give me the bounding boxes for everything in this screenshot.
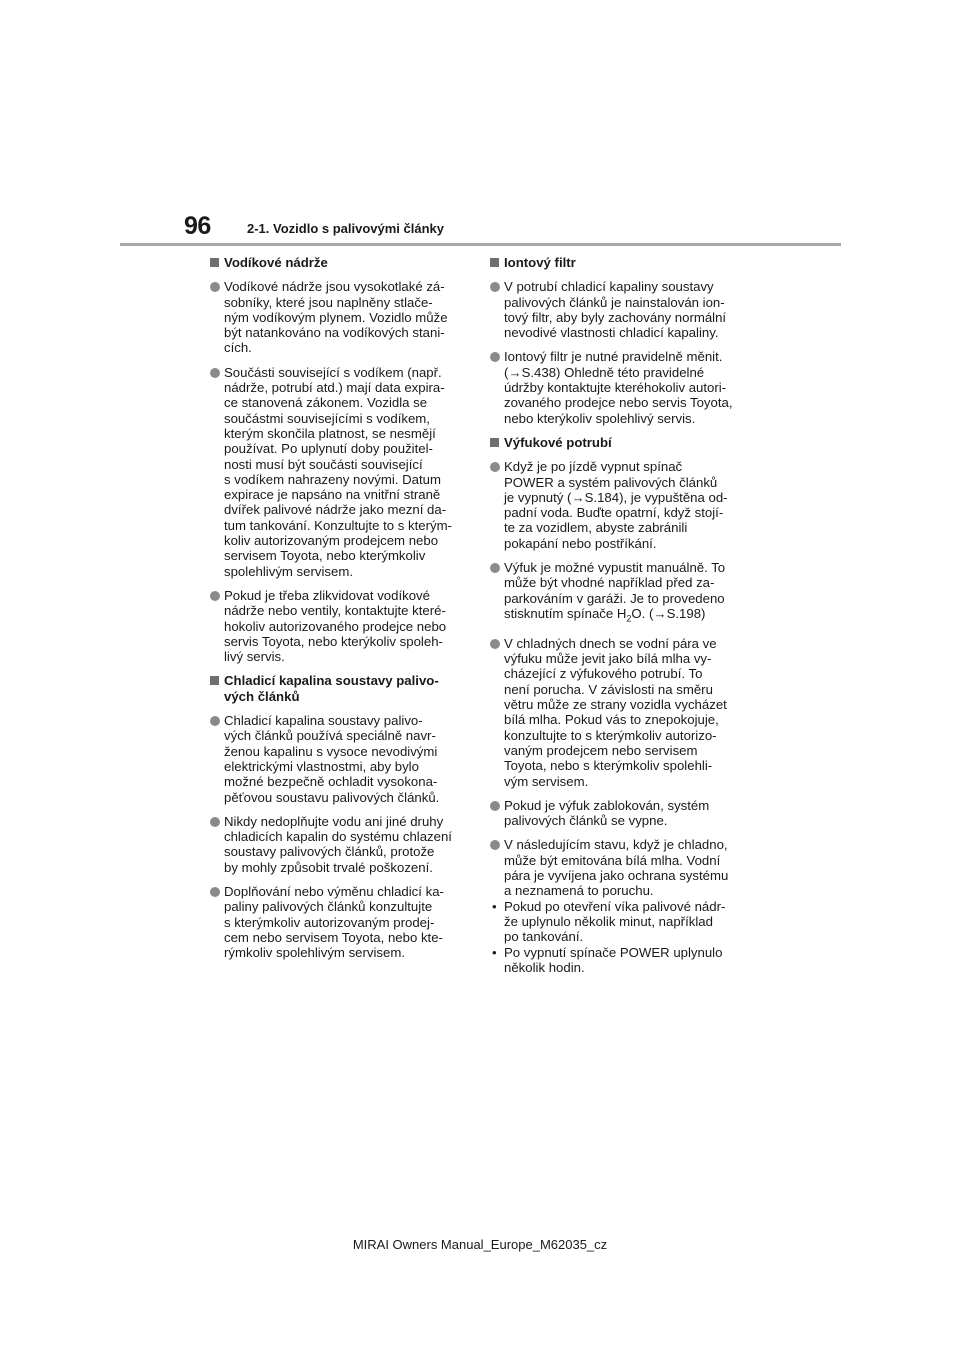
list-item-text: Pokud je třeba zlikvidovat vodíkové nádrže nebo ventily, kontaktujte které- hokoliv autorizovaného prodejce nebo servis Toyota, nebo kterýkoliv spoleh- livý servis. (224, 587, 447, 665)
list-item-text: Součásti související s vodíkem (např. nádrže, potrubí atd.) mají data expira- ce stanovená zákonem. Vozidla se součástmi souvisejícími s vodíkem, kterým skončila platnost, se nesmějí používat. Po uplynutí doby použitel- nosti musí být součásti související s vodíkem nahrazeny novými. Datum expirace je napsáno na vnitřní straně dvířek palivové nádrže jako mezní da- tum tankování. Konzultujte to s kterým- koliv autorizovaným prodejcem nebo servisem Toyota, nebo kterýmkoliv spolehlivým servisem. (224, 364, 452, 579)
round-bullet-icon (490, 282, 500, 292)
round-bullet-icon (490, 840, 500, 850)
section-heading (210, 255, 472, 270)
chapter-title: 2-1. Vozidlo s palivovými články (247, 221, 444, 236)
list-item (490, 798, 760, 829)
list-item (490, 837, 760, 975)
list-item-text: Pokud je výfuk zablokován, systém palivových článků se vypne. (504, 797, 710, 829)
footer-text: MIRAI Owners Manual_Europe_M62035_cz (352, 1237, 608, 1252)
list-item-text: V následujícím stavu, když je chladno, může být emitována bílá mlha. Vodní pára je vyvíjena jako ochrana systému a neznamená to poruchu. • Pokud po otevření víka palivové nádr- že uplynulo několik minut, například po tankování. • Po vypnutí spínače POWER uplynulo několik hodin. (504, 837, 760, 975)
square-bullet-icon (490, 438, 499, 447)
round-bullet-icon (490, 563, 500, 573)
round-bullet-icon (210, 817, 220, 827)
list-item (490, 279, 760, 340)
list-item-text: Výfuk je možné vypustit manuálně. To může být vhodné například před za- parkováním v garáži. Je to provedeno stisknutím spínače $H_2O$. (→S.198) (504, 560, 726, 624)
sub-bullet-item (490, 945, 760, 976)
section-heading-text: Vodíkové nádrže (224, 255, 328, 270)
small-bullet-icon: • (492, 898, 497, 914)
list-item-text: Iontový filtr je nutné pravidelně měnit. (→S.438) Ohledně této pravidelné údržby kontaktujte kteréhokoliv autori- zovaného prodejce nebo servis Toyota, nebo kterýkoliv spolehlivý servis. (504, 349, 733, 426)
round-bullet-icon (210, 887, 220, 897)
list-item (210, 279, 472, 355)
round-bullet-icon (490, 639, 500, 649)
list-item (210, 814, 472, 875)
list-item (210, 713, 472, 805)
list-item-text: Vodíkové nádrže jsou vysokotlaké zá- sobníky, které jsou naplněny stlače- ným vodíkovým plynem. Vozidlo může být natankováno na vodíkových stani- cích. (224, 279, 448, 356)
sub-bullet-text: Pokud po otevření víka palivové nádr- že uplynulo několik minut, například po tankování. (504, 898, 726, 945)
square-bullet-icon (490, 258, 499, 267)
section-heading-text: Chladicí kapalina soustavy palivo- vých článků (224, 673, 439, 704)
round-bullet-icon (490, 352, 500, 362)
round-bullet-icon (210, 282, 220, 292)
list-item (490, 459, 760, 551)
list-item (490, 349, 760, 425)
list-item-text: Doplňování nebo výměnu chladicí ka- paliny palivových článků konzultujte s kterýmkoliv autorizovaným prodej- cem nebo servisem Toyota, nebo kte- rýmkoliv spolehlivým servisem. (224, 883, 444, 961)
section-heading (490, 435, 760, 450)
round-bullet-icon (490, 801, 500, 811)
list-item-text: Chladicí kapalina soustavy palivo- vých článků používá speciálně navr- ženou kapalinu s vysoce nevodivými elektrickými vlastnostmi, aby bylo možné bezpečně ochladit vysokona- pěťovou soustavu palivových článků. (224, 713, 440, 805)
sub-bullet-text: Po vypnutí spínače POWER uplynulo několik hodin. (504, 944, 723, 975)
square-bullet-icon (210, 676, 219, 685)
page-number: 96 (184, 212, 211, 240)
right-column (490, 255, 760, 984)
section-heading-text: Výfukové potrubí (504, 434, 612, 450)
list-item (210, 588, 472, 664)
round-bullet-icon (210, 591, 220, 601)
list-item-text: Nikdy nedoplňujte vodu ani jiné druhy chladicích kapalin do systému chlazení soustavy palivových článků, protože by mohly způsobit trvalé poškození. (224, 813, 452, 875)
section-heading (210, 673, 472, 704)
left-column (210, 255, 472, 969)
section-heading-text: Iontový filtr (504, 255, 576, 270)
subscript: 2 (626, 613, 632, 624)
round-bullet-icon (210, 368, 220, 378)
list-item-text: V chladných dnech se vodní pára ve výfuku může jevit jako bílá mlha vy- cházející z výfukového potrubí. To není porucha. V závislosti na směru větru může ze strany vozidla vycházet bílá mlha. Pokud vás to znepokojuje, konzultujte to s kterýmkoliv autorizo- vaným prodejcem nebo servisem Toyota, nebo s kterýmkoliv spolehli- vým servisem. (504, 635, 727, 789)
sub-bullet-item (490, 899, 760, 945)
list-item (210, 365, 472, 579)
list-item (490, 636, 760, 789)
section-heading (490, 255, 760, 270)
list-item (210, 884, 472, 960)
square-bullet-icon (210, 258, 219, 267)
small-bullet-icon: • (492, 944, 497, 960)
round-bullet-icon (490, 462, 500, 472)
list-item-text: V potrubí chladicí kapaliny soustavy palivových článků je nainstalován ion- tový filtr, aby byly zachovány normální nevodivé vlastnosti chladicí kapaliny. (504, 279, 727, 341)
list-item (490, 560, 760, 627)
header-rule (120, 243, 841, 246)
list-item-text: Když je po jízdě vypnut spínač POWER a systém palivových článků je vypnutý (→S.184), je vypuštěna od- padní voda. Buďte opatrní, když stojí- te za vozidlem, abyste zabránili pokapání nebo postříkání. (504, 459, 728, 551)
round-bullet-icon (210, 716, 220, 726)
